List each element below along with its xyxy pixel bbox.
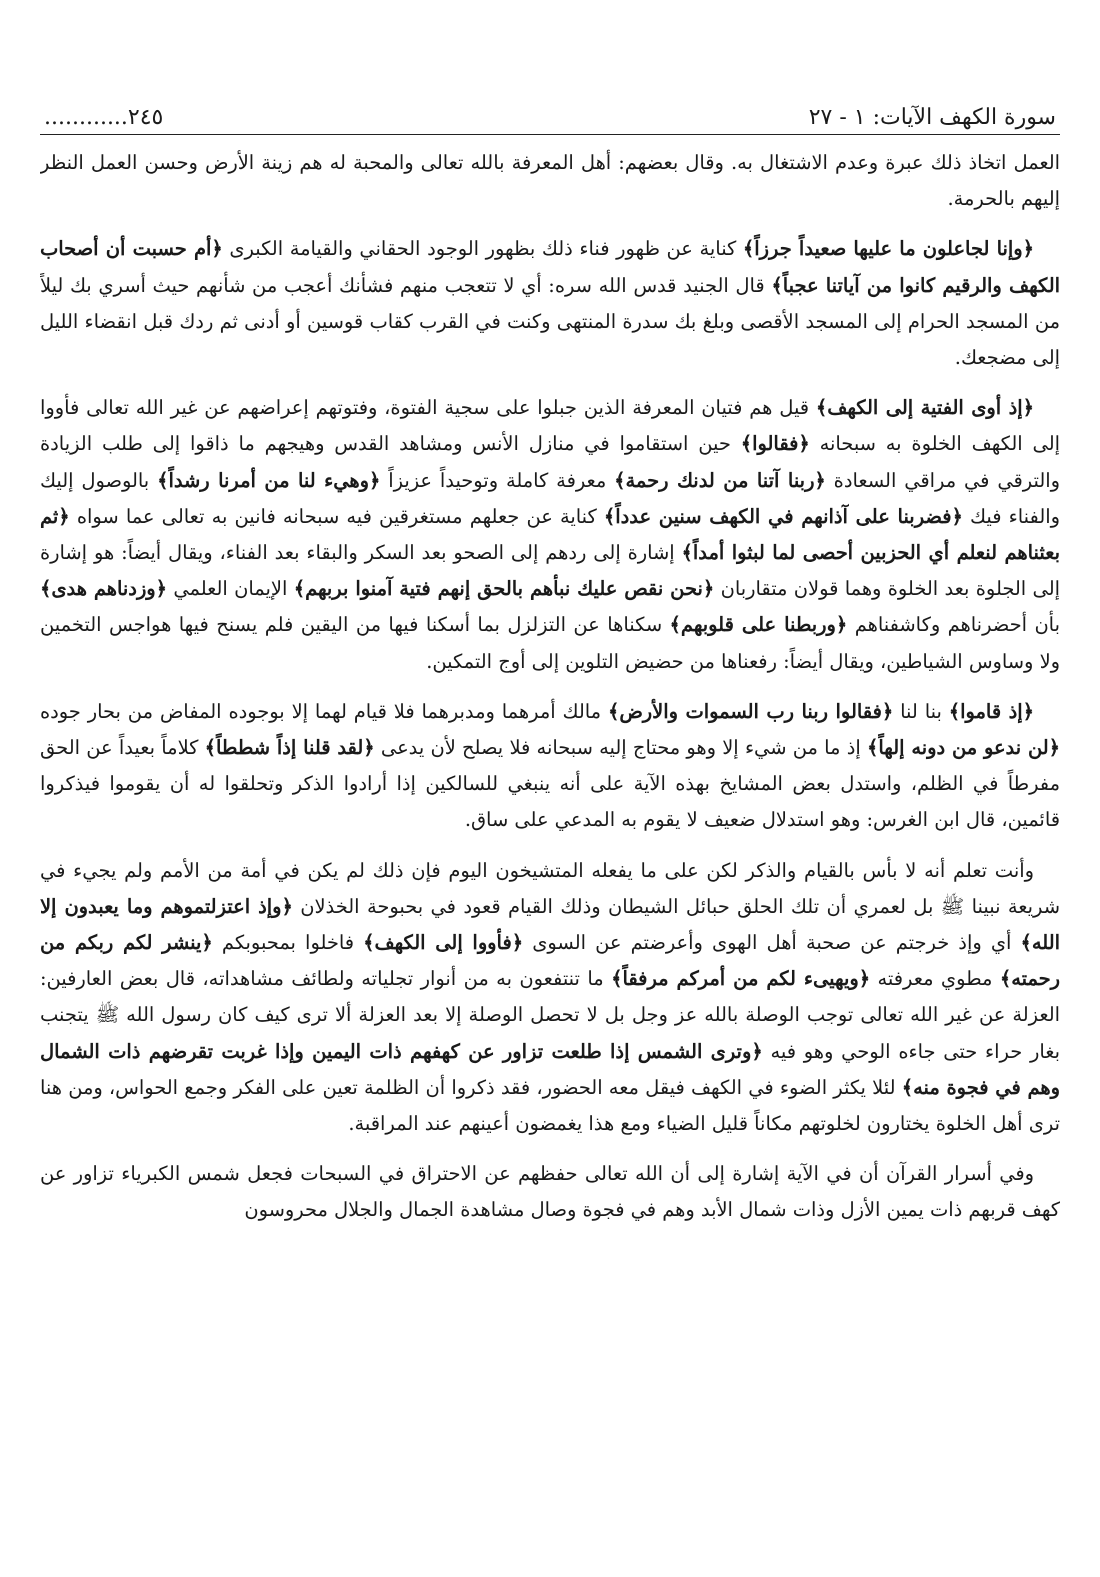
quran-verse: ﴿وإذ اعتزلتموهم وما يعبدون إلا الله﴾ [40,894,1060,955]
commentary-text: وفي أسرار القرآن أن في الآية إشارة إلى أن الله تعالى حفظهم عن الاحتراق في السبحات فجعل شمس الكبرياء تزاور عن كهف قربهم ذات يمين الأزل وذات شمال الأبد وهم في فجوة وصال مشاهدة الجمال والجلال محروسون [40,1162,1060,1222]
running-header [40,86,1060,135]
paragraph [40,1156,1060,1228]
quran-verse: ﴿إذ أوى الفتية إلى الكهف﴾ [815,396,1034,420]
commentary-text: كناية عن ظهور فناء ذلك بظهور الوجود الحقاني والقيامة الكبرى [222,237,743,261]
commentary-text: إشارة إلى ردهم إلى الصحو بعد السكر والبقاء بعد الفناء، ويقال أيضاً: هو إشارة إلى الجلوة بعد الخلوة وهما قولان متقاربان [40,541,1060,601]
commentary-text: بنا لنا [893,699,949,723]
quran-verse: ﴿فضربنا على آذانهم في الكهف سنين عدداً﴾ [603,504,963,528]
header-title: سورة الكهف الآيات: ١ - ٢٧ [808,105,1056,130]
quran-verse: ﴿وهيء لنا من أمرنا رشداً﴾ [157,468,381,492]
commentary-text: الإيمان العلمي [167,577,294,601]
quran-verse: ﴿وترى الشمس إذا طلعت تزاور عن كهفهم ذات اليمين وإذا غربت تقرضهم ذات الشمال وهم في فجوة منه﴾ [40,1039,1060,1099]
quran-verse: ﴿ويهيىء لكم من أمركم مرفقاً﴾ [611,967,871,991]
page-body [40,145,1060,1229]
quran-verse: ﴿إذ قاموا﴾ [948,699,1034,723]
commentary-text: قال الجنيد قدس الله سره: أي لا تتعجب منهم فشأنك أعجب من شأنهم حيث أسري بك ليلاً من المسجد الحرام إلى المسجد الأقصى وبلغ بك سدرة المنتهى وكنت في القرب كقاب قوسين أو أدنى ثم ردك قبل انقضاء الليل إلى مضجعك. [40,273,1060,370]
paragraph [40,853,1060,1143]
quran-verse: ﴿ثم بعثناهم لنعلم أي الحزبين أحصى لما لبثوا أمداً﴾ [40,504,1060,565]
paragraph [40,145,1060,217]
quran-verse: ﴿أم حسبت أن أصحاب الكهف والرقيم كانوا من آياتنا عجباً﴾ [40,237,1060,297]
commentary-text: بالوصول إليك والفناء فيك [40,468,1060,528]
quran-verse: ﴿فأووا إلى الكهف﴾ [363,931,524,955]
quran-verse: ﴿ينشر لكم ربكم من رحمته﴾ [40,931,1060,991]
quran-verse: ﴿فقالوا﴾ [740,432,810,456]
commentary-text: العمل اتخاذ ذلك عبرة وعدم الاشتغال به. وقال بعضهم: أهل المعرفة بالله تعالى والمحبة له هم زينة الأرض وحسن العمل النظر إليهم بالحرمة. [40,151,1060,211]
commentary-text: سكناها عن التزلزل بما أسكنا فيها من اليقين فلم يسنح فيها هواجس التخمين ولا وساوس الشياطين، ويقال أيضاً: رفعناها من حضيض التلوين إلى أوج التمكين. [40,613,1060,673]
commentary-text: لئلا يكثر الضوء في الكهف فيقل معه الحضور، فقد ذكروا أن الظلمة تعين على الفكر وجمع الحواس، ومن هنا ترى أهل الخلوة يختارون لخلوتهم مكاناً قليل الضياء ومع هذا يغمضون أعينهم عند المراقبة. [40,1075,1060,1136]
commentary-text: حين استقاموا في منازل الأنس ومشاهد القدس وهيجهم ما ذاقوا إلى طلب الزيادة والترقي في مراقي السعادة [40,432,1060,492]
quran-verse: ﴿ربنا آتنا من لدنك رحمة﴾ [614,468,826,492]
quran-verse: ﴿لن ندعو من دونه إلهاً﴾ [866,736,1060,760]
commentary-text: كناية عن جعلهم مستغرقين فيه سبحانه فانين به تعالى عما سواه [69,504,604,528]
commentary-text: وأنت تعلم أنه لا بأس بالقيام والذكر لكن على ما يفعله المتشيخون اليوم فإن ذلك لم يكن في أمة من الأمم ولم يجيء في شريعة نبينا ﷺ بل لعمري أن تلك الحلق حبائل الشيطان وذلك القيام قعود في بحبوحة الخذلان [40,858,1060,918]
commentary-text: ما تنتفعون به من أنوار تجلياته ولطائف مشاهداته، قال بعض العارفين: العزلة عن غير الله تعالى توجب الوصلة بالله عز وجل بل لا تحصل الوصلة إلا بعد العزلة ألا ترى كيف كان رسول الله ﷺ يتجنب بغار حراء حتى جاءه الوحي وهو فيه [40,967,1060,1063]
quran-verse: ﴿فقالوا ربنا رب السموات والأرض﴾ [607,699,894,723]
quran-verse: ﴿وزدناهم هدى﴾ [40,577,168,601]
commentary-text: مالك أمرهما ومدبرهما فلا قيام لهما إلا بوجوده المفاض من بحار جوده [40,699,608,723]
commentary-text: أي وإذ خرجتم عن صحبة أهل الهوى وأعرضتم عن السوى [523,931,1021,955]
commentary-text: فاخلوا بمحبوبكم [212,931,364,955]
quran-verse: ﴿نحن نقص عليك نبأهم بالحق إنهم فتية آمنوا بربهم﴾ [293,577,715,601]
commentary-text: بأن أحضرناهم وكاشفناهم [847,613,1060,637]
book-page [40,86,1060,1556]
quran-verse: ﴿وإنا لجاعلون ما عليها صعيداً جرزاً﴾ [742,237,1034,261]
quran-verse: ﴿لقد قلنا إذاً شططاً﴾ [204,736,375,760]
paragraph [40,231,1060,376]
quran-verse: ﴿وربطنا على قلوبهم﴾ [669,613,848,637]
paragraph [40,694,1060,839]
commentary-text: معرفة كاملة وتوحيداً عزيزاً [380,468,615,492]
commentary-text: مطوي معرفته [870,967,1000,991]
page-number: ............٢٤٥ [44,105,164,130]
paragraph [40,390,1060,680]
commentary-text: قيل هم فتيان المعرفة الذين جبلوا على سجية الفتوة، وفتوتهم إعراضهم عن غير الله تعالى فأووا إلى الكهف الخلوة به سبحانه [40,396,1060,456]
commentary-text: إذ ما من شيء إلا وهو محتاج إليه سبحانه فلا يصلح لأن يدعى [374,736,867,760]
commentary-text: كلاماً بعيداً عن الحق مفرطاً في الظلم، واستدل بعض المشايخ بهذه الآية على أنه ينبغي للسالكين إذا أرادوا الذكر وتحلقوا له أن يقوموا فيذكروا قائمين، قال ابن الغرس: وهو استدلال ضعيف لا يقوم به المدعي على ساق. [40,736,1060,832]
